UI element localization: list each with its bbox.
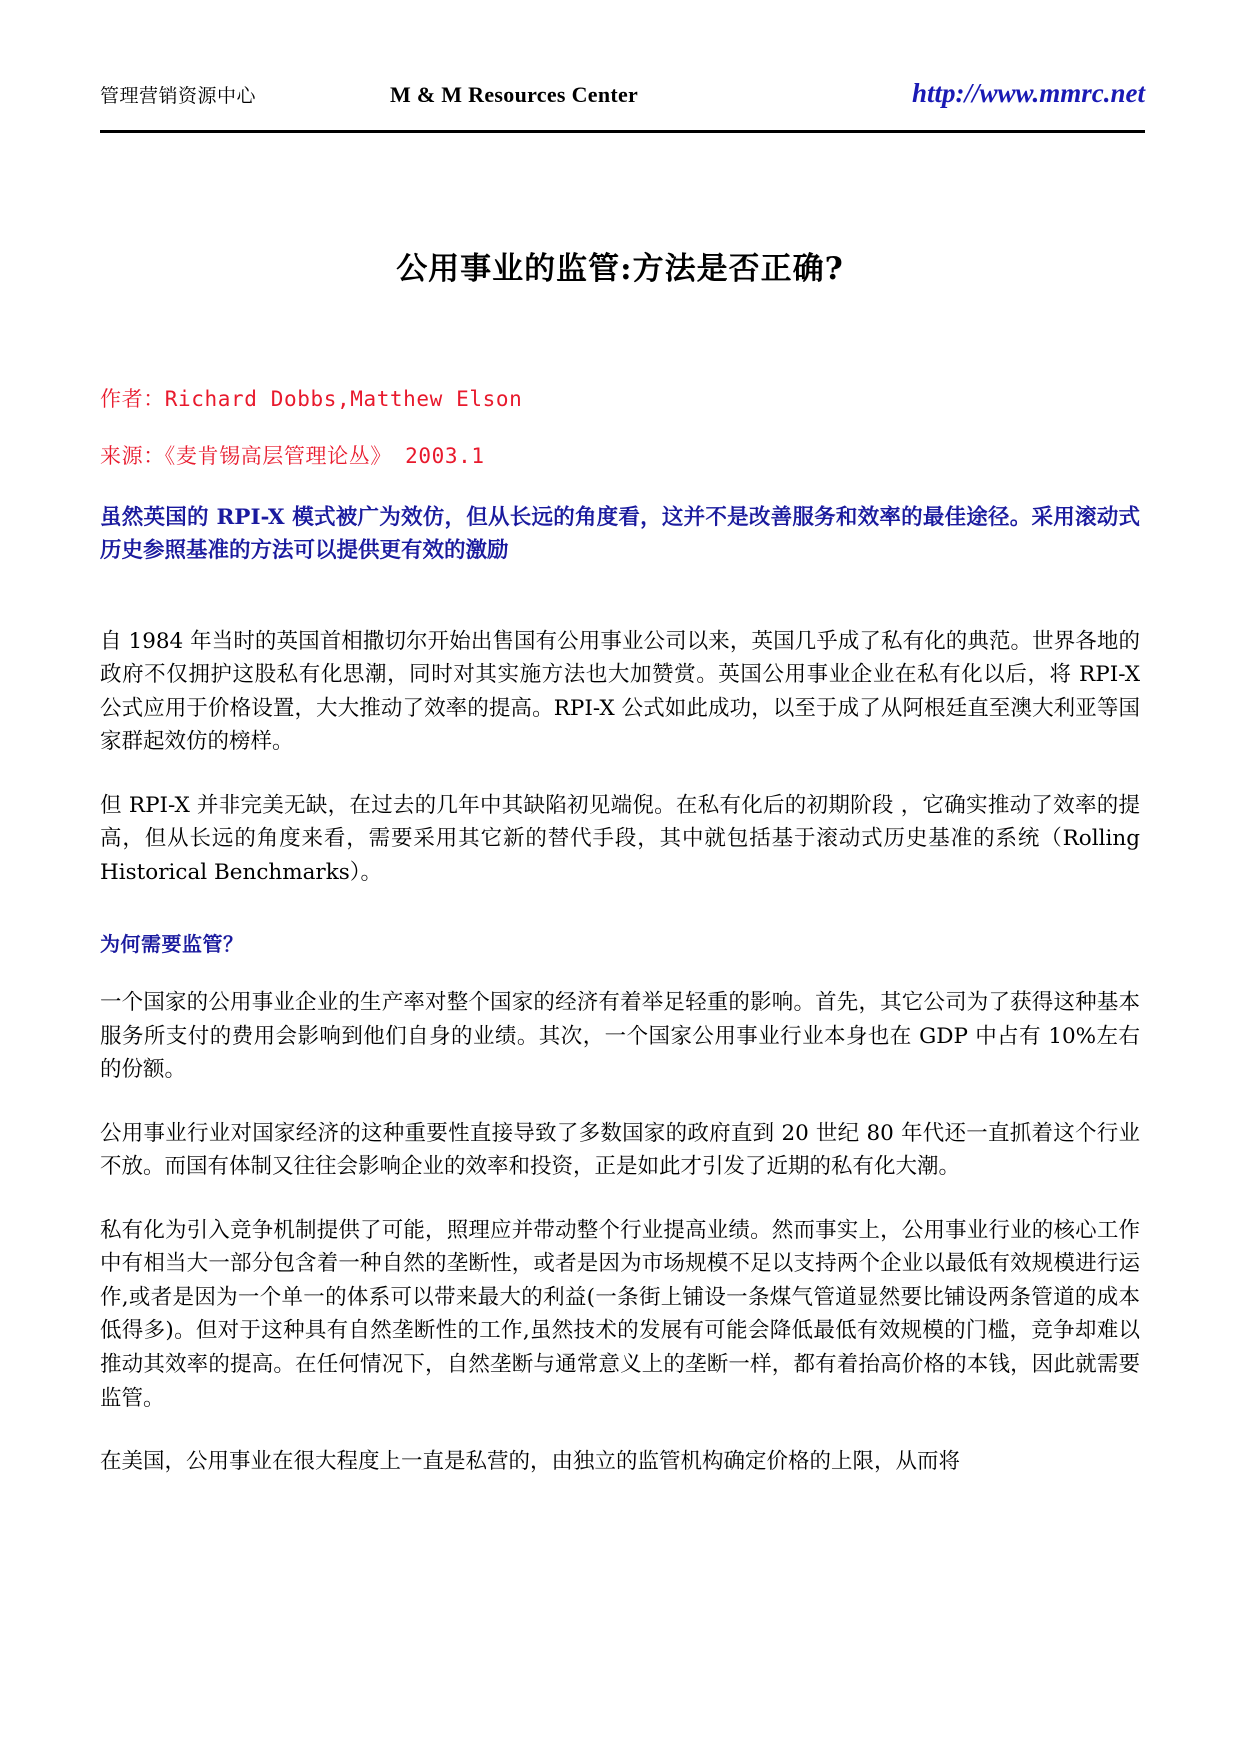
article-abstract: 虽然英国的 RPI-X 模式被广为效仿，但从长远的角度看，这并不是改善服务和效率的最佳途径。采用滚动式历史参照基准的方法可以提供更有效的激励	[100, 504, 1140, 564]
body-paragraph: 自 1984 年当时的英国首相撒切尔开始出售国有公用事业公司以来，英国几乎成了私有化的典范。世界各地的政府不仅拥护这股私有化思潮，同时对其实施方法也大加赞赏。英国公用事业企业在私有化以后，将 RPI-X 公式应用于价格设置，大大推动了效率的提高。RPI-X 公式如此成功，以至于成了从阿根廷直至澳大利亚等国家群起效仿的榜样。	[100, 628, 1140, 755]
page-header-row	[100, 78, 1145, 130]
body-paragraph: 在美国，公用事业在很大程度上一直是私营的，由独立的监管机构确定价格的上限，从而将	[100, 1449, 961, 1475]
site-url-link[interactable]: http://www.mmrc.net	[911, 78, 1145, 108]
section-heading: 为何需要监管？	[100, 932, 244, 957]
page-header	[100, 0, 1145, 133]
site-name-english: M & M Resources Center	[390, 82, 639, 107]
article-author: 作者：Richard Dobbs,Matthew Elson	[100, 387, 523, 412]
document-body	[100, 251, 1140, 1479]
body-paragraph: 一个国家的公用事业企业的生产率对整个国家的经济有着举足轻重的影响。首先，其它公司为了获得这种基本服务所支付的费用会影响到他们自身的业绩。其次，一个国家公用事业行业本身也在 GDP 中占有 10%左右的份额。	[100, 990, 1140, 1083]
article-source: 来源：《麦肯锡高层管理论丛》 2003.1	[100, 443, 485, 468]
body-paragraph: 私有化为引入竞争机制提供了可能，照理应并带动整个行业提高业绩。然而事实上，公用事业行业的核心工作中有相当大一部分包含着一种自然的垄断性，或者是因为市场规模不足以支持两个企业以最低有效规模进行运作,或者是因为一个单一的体系可以带来最大的利益(一条街上铺设一条煤气管道显然要比铺设两条管道的成本低得多)。但对于这种具有自然垄断性的工作,虽然技术的发展有可能会降低最低有效规模的门槛，竞争却难以推动其效率的提高。在任何情况下，自然垄断与通常意义上的垄断一样，都有着抬高价格的本钱，因此就需要监管。	[100, 1217, 1140, 1411]
page-title: 公用事业的监管:方法是否正确?	[396, 251, 844, 287]
body-paragraph: 但 RPI-X 并非完美无缺，在过去的几年中其缺陷初见端倪。在私有化后的初期阶段 ，它确实推动了效率的提高，但从长远的角度来看，需要采用其它新的替代手段，其中就包括基于滚动式历史基准的系统（Rolling Historical Benchmarks）。	[100, 792, 1140, 885]
body-paragraph: 公用事业行业对国家经济的这种重要性直接导致了多数国家的政府直到 20 世纪 80 年代还一直抓着这个行业不放。而国有体制又往往会影响企业的效率和投资，正是如此才引发了近期的私有化大潮。	[100, 1120, 1140, 1180]
site-name-chinese: 管理营销资源中心	[100, 85, 257, 107]
